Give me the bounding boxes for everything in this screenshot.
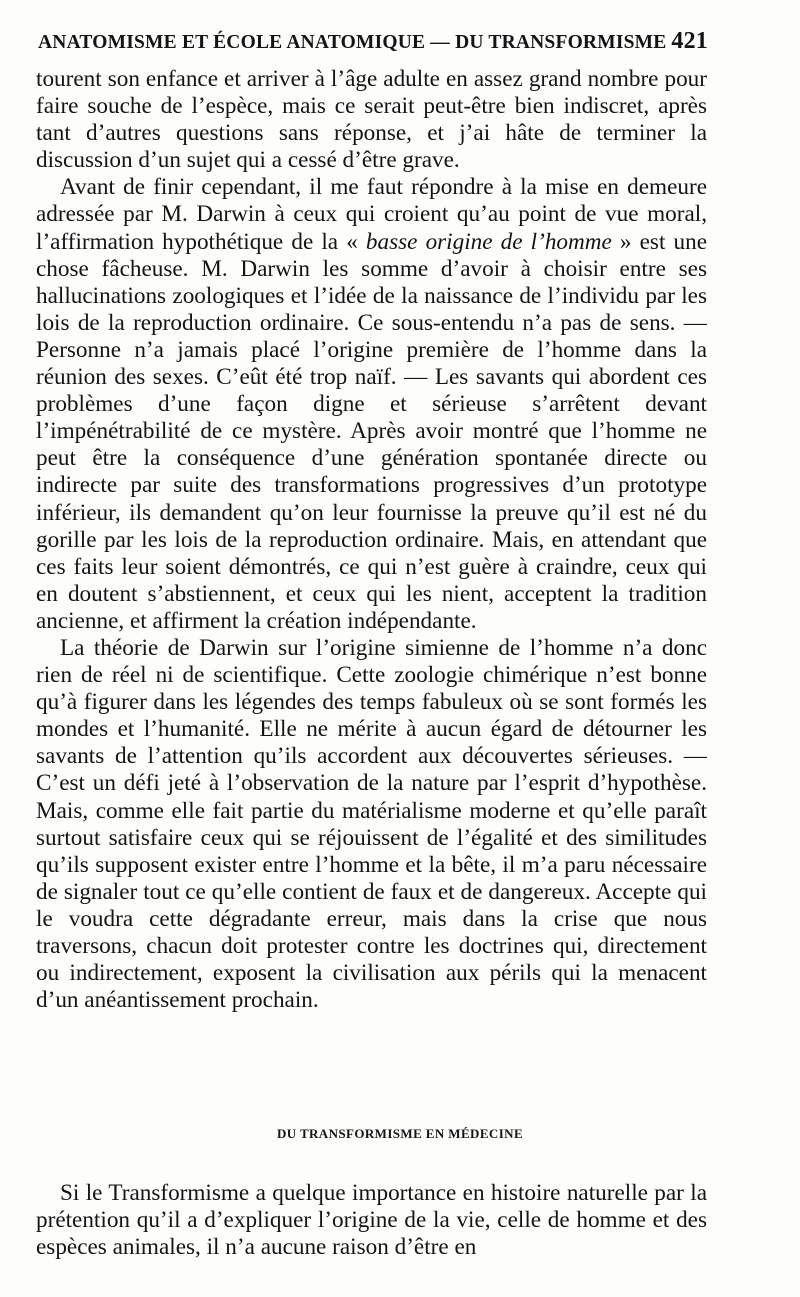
- paragraph-continued: [36, 66, 707, 174]
- paragraph: Si le Transformisme a quelque importance en histoire naturelle par la prétention qu’il a d’expliquer l’origine de la vie, celle de homme et des espèces animales, il n’a aucune raison d’être en: [36, 1180, 707, 1261]
- running-head: [38, 28, 708, 60]
- paragraph-text: tourent son enfance et arriver à l’âge adulte en assez grand nombre pour faire souche de l’espèce, mais ce serait peut-être bien indiscret, après tant d’autres questions sans réponse, et j’ai hâte de terminer la discussion d’un sujet qui a cessé d’être grave.: [36, 66, 707, 174]
- section-heading: DU TRANSFORMISME EN MÉDECINE: [276, 1126, 524, 1141]
- section-body-text: [36, 1180, 707, 1261]
- page-number: 421: [671, 28, 708, 54]
- body-text: [36, 66, 707, 1014]
- paragraph-text: » est une chose fâcheuse. M. Darwin les somme d’avoir à choisir entre ses hallucinations zoologiques et l’idée de la naissance de l’individu par les lois de la reproduction ordinaire. Ce sous-entendu n’a pas de sens. — Personne n’a jamais placé l’origine première de l’homme dans la réunion des sexes. C’eût été trop naïf. — Les savants qui abordent ces problèmes d’une façon digne et sérieuse s’arrêtent devant l’impénétrabilité de ce mystère. Après avoir montré que l’homme ne peut être la conséquence d’une génération spontanée directe ou indirecte par suite des transformations progressives d’un prototype inférieur, ils demandent qu’on leur fournisse la preuve qu’il est né du gorille par les lois de la reproduction ordinaire. Mais, en attendant que ces faits leur soient démontrés, ce qui n’est guère à craindre, ceux qui en doutent s’abstiennent, et ceux qui les nient, acceptent la tradition ancienne, et affirment la création indépendante.: [36, 228, 707, 634]
- paragraph-text: Avant de finir cependant, il me faut répondre à la mise en demeure adressée par M. Darwin à ceux qui croient qu’au point de vue moral, l’affirmation hypothétique de la «: [36, 174, 707, 255]
- paragraph: [36, 174, 707, 635]
- running-head-title: ANATOMISME ET ÉCOLE ANATOMIQUE — DU TRANSFORMISME: [38, 32, 667, 53]
- paragraph: [36, 635, 707, 1014]
- paragraph-text: La théorie de Darwin sur l’origine simienne de l’homme n’a donc rien de réel ni de scientifique. Cette zoologie chimérique n’est bonne qu’à figurer dans les légendes des temps fabuleux où se sont formés les mondes et l’humanité. Elle ne mérite à aucun égard de détourner les savants de l’attention qu’ils accordent aux découvertes sérieuses. — C’est un défi jeté à l’observation de la nature par l’esprit d’hypothèse. Mais, comme elle fait partie du matérialisme moderne et qu’elle paraît surtout satisfaire ceux qui se réjouissent de l’égalité et des similitudes qu’ils supposent exister entre l’homme et la bête, il m’a paru nécessaire de signaler tout ce qu’elle contient de faux et de dangereux. Accepte qui le voudra cette dégradante erreur, mais dans la crise que nous traversons, chacun doit protester contre les doctrines qui, directement ou indirectement, exposent la civilisation aux périls qui la menacent d’un anéantissement prochain.: [36, 634, 707, 1014]
- italic-phrase: basse origine de l’homme: [365, 228, 612, 255]
